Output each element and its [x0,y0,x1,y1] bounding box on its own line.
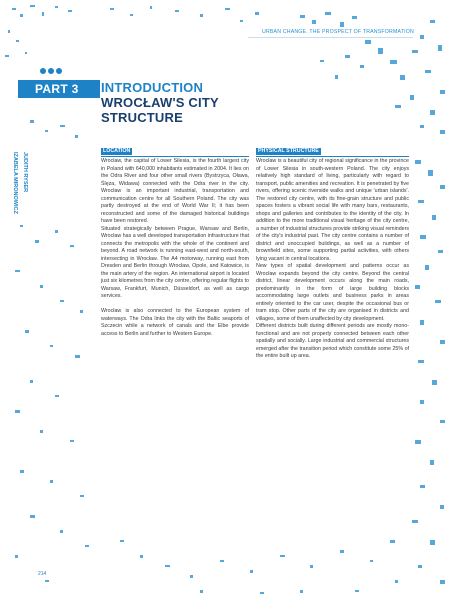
dot-1 [40,68,46,74]
dot-2 [48,68,54,74]
authors [8,152,38,212]
title-line-2 [101,95,219,125]
running-header: URBAN CHANGE. THE PROSPECT OF TRANSFORMATION [262,29,414,35]
title-line-2-text: WROCŁAW'S CITY [101,95,219,110]
section-rule [256,156,409,157]
author-2: JUDITH RYSER [22,152,28,193]
paragraph: Wrocław, the capital of Lower Silesia, is the fourth largest city in Poland with 640,000 inhabitants estimated in 2004. It lies on the Odra River and four other small rivers (Bystrzyca, Oława, Ślęza, Widawa) connected with the Odra river in the city. Wrocław is an important industrial, transportation and communication centre for all Southern Poland. The city was partly destroyed at the end of World War II; it has been reconstructed and some of the damaged historical buildings have been restored. [101,158,249,224]
author-1: IZABELA MIRONOWICZ [12,152,18,214]
title-line-3-text: STRUCTURE [101,110,183,125]
section-heading-physical-structure: PHYSICAL STRUCTURE [258,148,319,154]
page-number: 214 [38,571,47,577]
header-rule [248,37,413,38]
part-dots [40,68,62,74]
dot-3 [56,68,62,74]
right-column [256,148,409,361]
left-column [101,148,249,338]
section-heading-location: LOCATION [103,148,131,154]
part-label: PART 3 [18,80,100,98]
title-line-1: INTRODUCTION [101,80,204,95]
paragraph: Different districts built during different periods are mostly mono-functional and are not properly connected between each other spatially and socially. Large industrial and commercial structures emerged after the transition period which constitute some 25% of the entire built up area. [256,323,409,359]
paragraph: Wrocław is a beautiful city of regional significance in the province of Lower Silesia in south-western Poland. The city enjoys relatively high standard of living, particularly with regard to transport, public amenities and recreation. It is penetrated by five rivers, offering scenic riverside walks and unique 'urban islands'. The restored city centre, with its fine-grain structure and public spaces fosters a vibrant social life with many bars, restaurants, shops and galleries and contributes to the identity of the city. In addition to the more traditional visual heritage of the city centre, a number of industrial structures provide striking visual reminders of the city's industrial past. The city centre contains a number of district and unoccupied buildings, as well as a number of brownfield sites, some supporting partial activities, with others lying vacant in central locations. [256,158,409,262]
paragraph: Situated strategically between Prague, Warsaw and Berlin, Wrocław has a well developed transportation infrastructure that connects the metropolis with the whole of the continent and beyond. A road network is running east-west and north-south, intersecting in Wrocław. The A4 motorway, running east from Dresden and Berlin through Wrocław, Opole, and Katowice, is the main artery of the region. An international airport is located just six kilometres from the city centre, offering regular flights to Warsaw, Frankfurt, Munich, Düsseldorf, as well as cargo services. [101,225,249,299]
paragraph: New types of spatial development and patterns occur as Wrocław expands beyond the city centre. Beyond the central district, linear development occurs along the main roads, predominantly in the form of large building blocks accommodating large outlets and business parks in areas entirely oriented to the car user, despite the occasional bus or tram stop. Other parts of the city are organised in districts and villages, some of them unaffected by city development. [256,263,409,322]
paragraph: Wrocław is also connected to the European system of waterways. The Odra links the city with the Baltic seaports of Szczecin while a network of canals and the Elbe provide access to Berlin and further to Western Europe. [101,308,249,337]
section-rule [101,156,249,157]
